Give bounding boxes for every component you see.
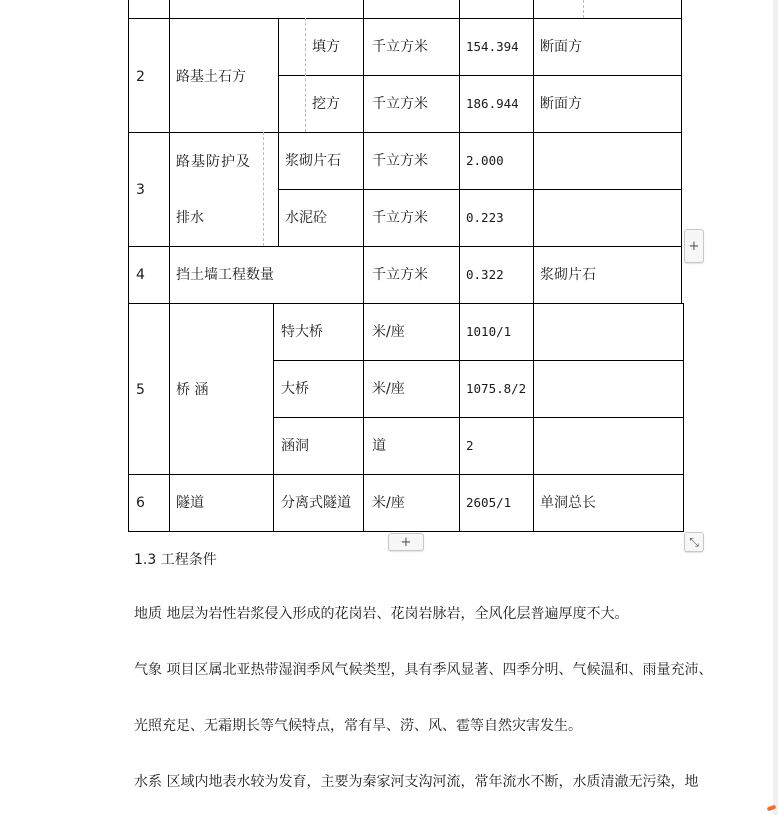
table-border (273, 360, 683, 361)
paragraph-climate: 气象 项目区属北亚热带湿润季风气候类型，具有季风显著、四季分明、气候温和、雨量充沛、 (134, 662, 713, 678)
row-number: 6 (136, 495, 145, 511)
table-border (273, 417, 683, 418)
item-name: 桥 涵 (176, 382, 209, 398)
sub-item: 浆砌片石 (285, 153, 341, 169)
add-row-button[interactable]: + (388, 533, 424, 551)
item-name: 路基土石方 (176, 69, 246, 85)
table-border (128, 531, 683, 532)
unit: 米/座 (372, 381, 405, 397)
table-border (681, 0, 682, 303)
quantity: 2605/1 (466, 495, 512, 510)
table-border (128, 18, 682, 19)
paragraph-geology: 地质 地层为岩性岩浆侵入形成的花岗岩、花岗岩脉岩，全风化层普遍厚度不大。 (134, 606, 629, 622)
quantity: 186.944 (466, 96, 519, 111)
note: 单洞总长 (540, 495, 596, 511)
table-border (533, 0, 534, 532)
hidden-border (305, 18, 306, 132)
quantity: 2.000 (466, 153, 504, 168)
unit: 米/座 (372, 495, 405, 511)
item-name: 排水 (176, 210, 204, 226)
table-border (128, 0, 129, 532)
quantity: 0.322 (466, 267, 504, 282)
table-border (169, 0, 170, 532)
item-name: 路基防护及 (176, 154, 251, 170)
row-number: 4 (136, 267, 145, 283)
note: 断面方 (540, 96, 582, 112)
unit: 千立方米 (372, 153, 428, 169)
quantity: 0.223 (466, 210, 504, 225)
unit: 千立方米 (372, 96, 428, 112)
row-number: 2 (136, 69, 145, 85)
sub-item: 水泥砼 (285, 210, 327, 226)
note: 浆砌片石 (540, 267, 596, 283)
quantity: 1010/1 (466, 324, 512, 339)
sub-item: 特大桥 (281, 324, 323, 340)
item-name: 隧道 (176, 495, 204, 511)
unit: 米/座 (372, 324, 405, 340)
hidden-border (263, 132, 264, 246)
row-number: 5 (136, 382, 145, 398)
hidden-border (583, 0, 584, 18)
table-border (459, 0, 460, 532)
sub-item: 分离式隧道 (281, 495, 351, 511)
sub-item: 大桥 (281, 381, 309, 397)
sub-item: 填方 (312, 39, 340, 55)
quantity: 2 (466, 438, 474, 453)
unit: 千立方米 (372, 267, 428, 283)
quantity: 154.394 (466, 39, 519, 54)
quantity: 1075.8/2 (466, 381, 527, 396)
add-column-button[interactable]: + (684, 229, 704, 263)
resize-table-icon[interactable]: ⤡ (684, 532, 704, 552)
unit: 道 (372, 438, 386, 454)
section-heading: 1.3 工程条件 (134, 552, 217, 568)
table-border (273, 303, 274, 532)
unit: 千立方米 (372, 39, 428, 55)
unit: 千立方米 (372, 210, 428, 226)
item-name: 挡土墙工程数量 (176, 267, 274, 283)
table-border (128, 474, 683, 475)
table-border (278, 18, 279, 132)
table-border (278, 189, 682, 190)
table-border (128, 303, 683, 304)
table-border (278, 75, 682, 76)
table-border (128, 246, 682, 247)
table-border (683, 303, 684, 532)
table-border (128, 132, 682, 133)
row-number: 3 (136, 182, 145, 198)
sub-item: 涵洞 (281, 438, 309, 454)
scrollbar-track[interactable] (773, 0, 778, 815)
table-border (278, 132, 279, 246)
paragraph-hydrology: 水系 区域内地表水较为发育，主要为秦家河支沟河流，常年流水不断，水质清澈无污染，地 (134, 774, 699, 790)
paragraph-climate-continued: 光照充足、无霜期长等气候特点，常有旱、涝、风、雹等自然灾害发生。 (134, 718, 582, 734)
sub-item: 挖方 (312, 96, 340, 112)
table-border (363, 0, 364, 532)
note: 断面方 (540, 39, 582, 55)
